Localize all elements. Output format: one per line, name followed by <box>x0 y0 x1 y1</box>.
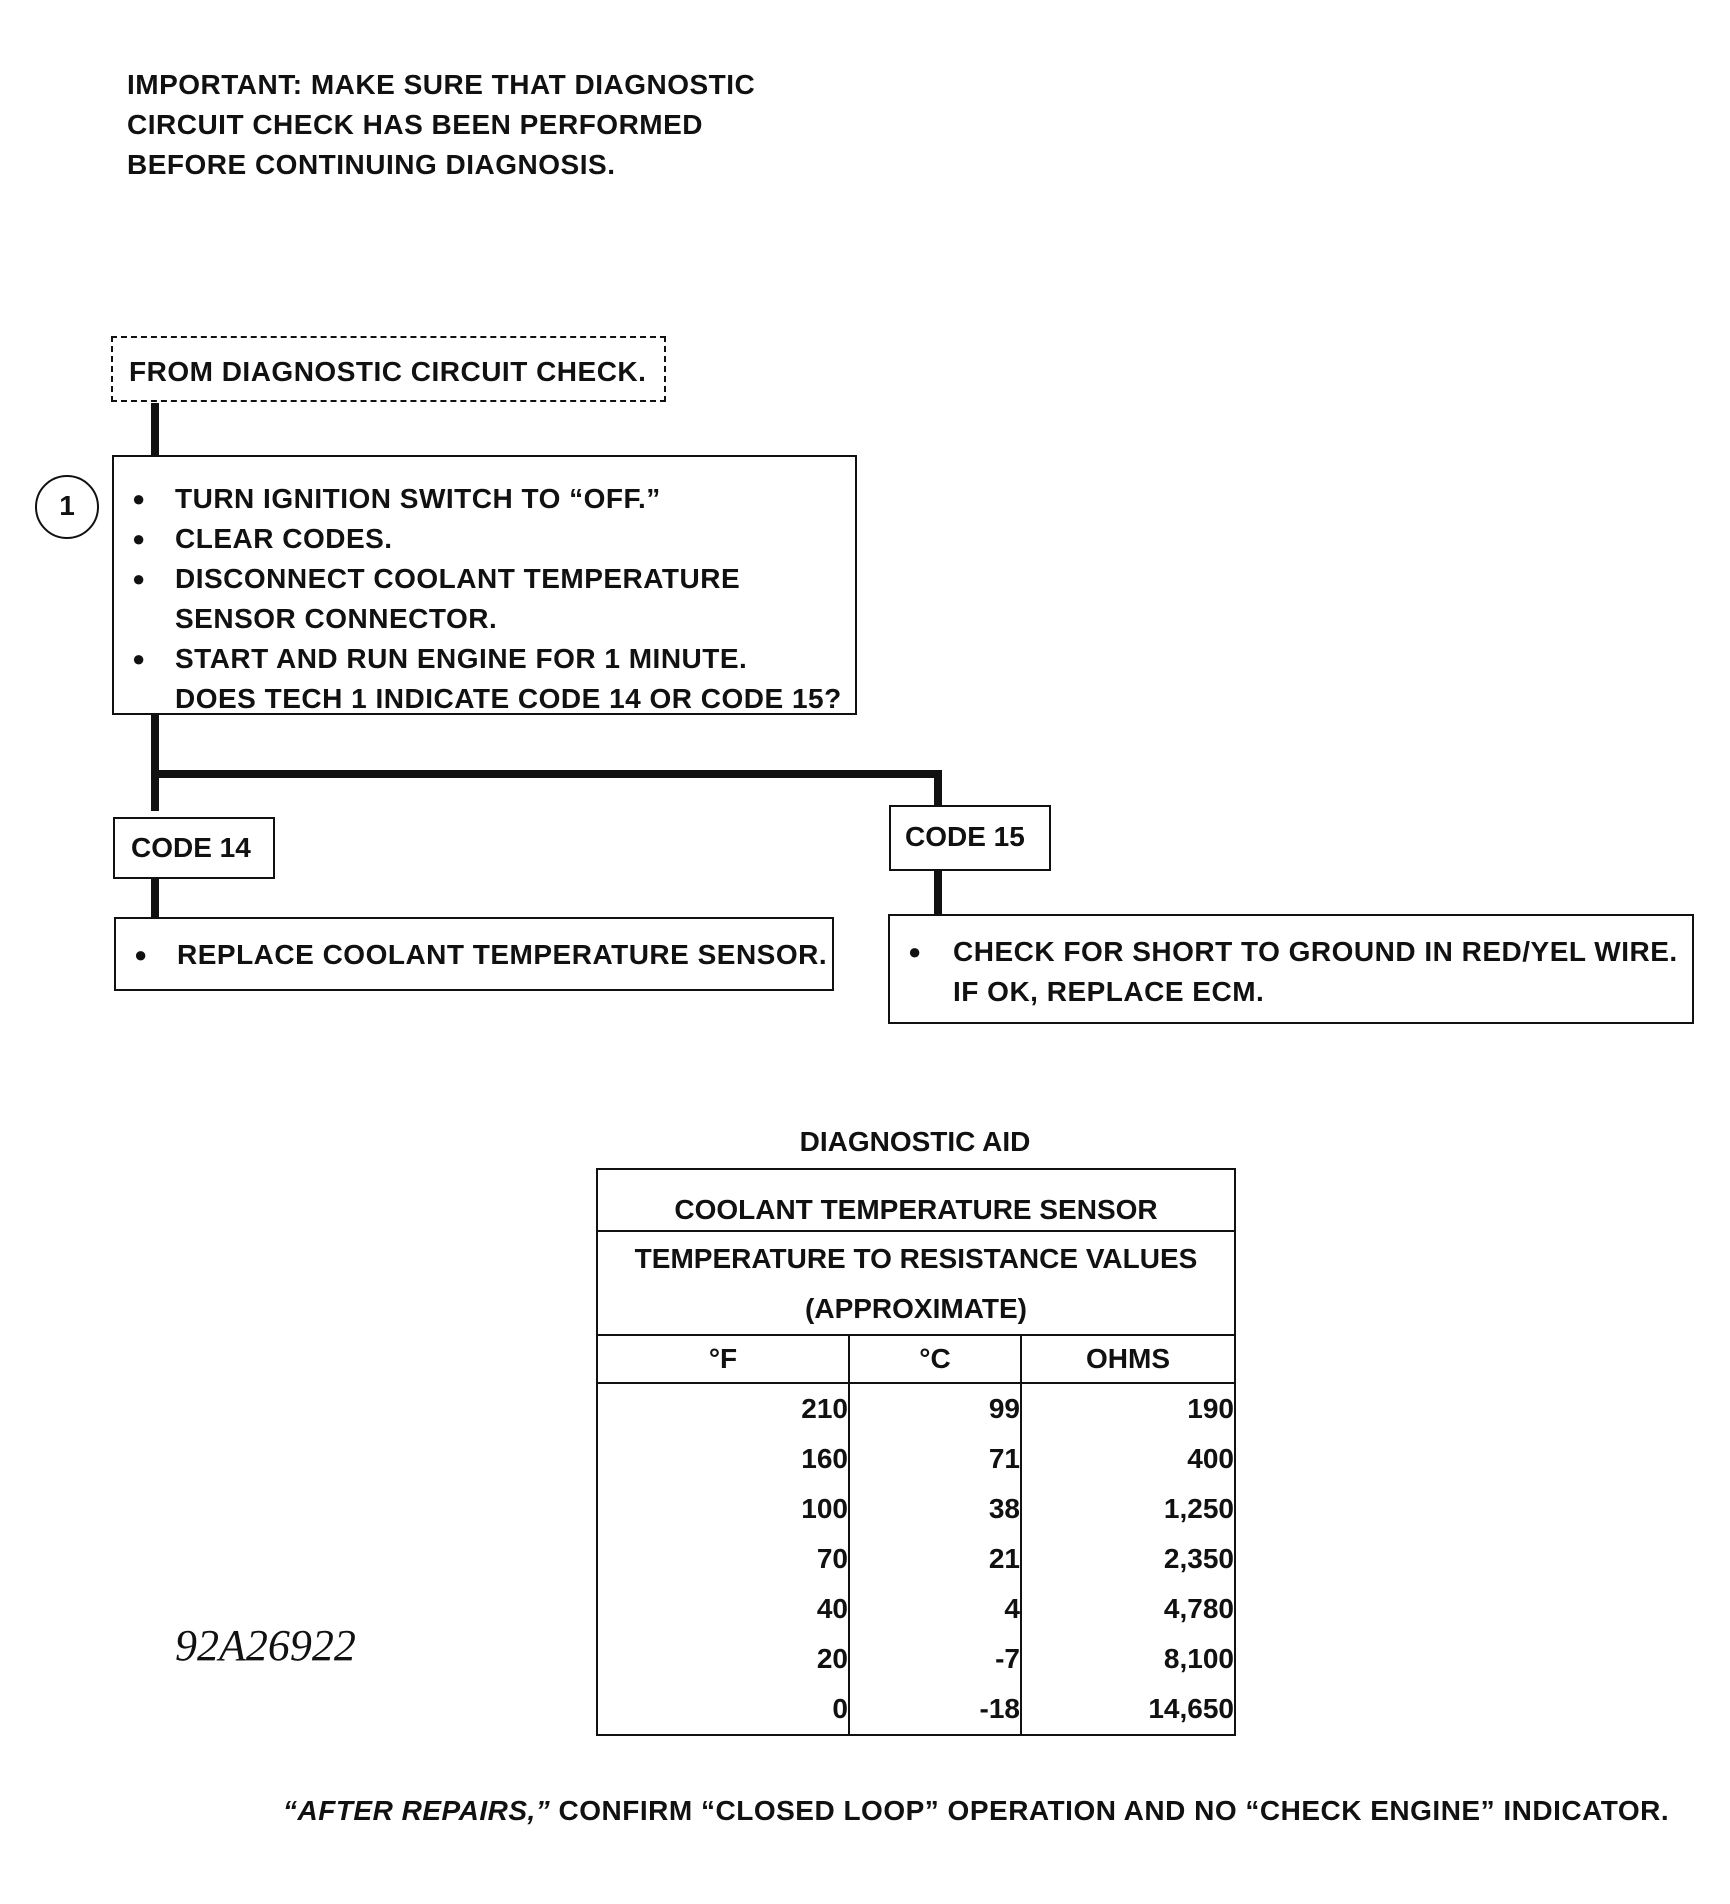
wire-code14-to-action <box>151 877 159 919</box>
footer-note <box>283 1795 1669 1827</box>
table-subtitle-row <box>597 1231 1235 1335</box>
action-line: ● REPLACE COOLANT TEMPERATURE SENSOR. <box>177 939 828 970</box>
cell-ohms: 2,350 <box>1021 1534 1235 1584</box>
start-box <box>111 336 666 402</box>
step1-bullet <box>114 519 855 559</box>
code15-label: CODE 15 <box>905 821 1025 852</box>
footer-rest: CONFIRM “CLOSED LOOP” OPERATION AND NO “CHECK ENGINE” INDICATOR. <box>550 1795 1670 1826</box>
cell-celsius: 99 <box>849 1383 1021 1434</box>
action-line: IF OK, REPLACE ECM. <box>953 976 1265 1007</box>
cell-fahrenheit: 160 <box>801 1443 848 1474</box>
column-header-ohms: OHMS <box>1021 1335 1235 1383</box>
column-header-celsius: °C <box>849 1335 1021 1383</box>
coolant-sensor-table <box>596 1168 1236 1736</box>
important-line: IMPORTANT: MAKE SURE THAT DIAGNOSTIC <box>127 69 756 100</box>
wire-step1-down <box>151 714 159 811</box>
table-title: COOLANT TEMPERATURE SENSOR <box>597 1169 1235 1231</box>
code15-action-box <box>888 914 1694 1024</box>
important-line: BEFORE CONTINUING DIAGNOSIS. <box>127 149 616 180</box>
cell-celsius: 21 <box>849 1534 1021 1584</box>
column-header-fahrenheit: °F <box>597 1335 849 1383</box>
code15-action <box>890 932 1692 1012</box>
cell-fahrenheit: 100 <box>801 1493 848 1524</box>
table-row <box>597 1434 1235 1484</box>
step-number-badge: 1 <box>35 475 99 539</box>
footer-italic: “AFTER REPAIRS,” <box>283 1795 551 1826</box>
code14-action <box>116 935 832 975</box>
cell-fahrenheit: 20 <box>816 1643 848 1674</box>
cell-celsius: -18 <box>849 1684 1021 1735</box>
step1-bullet-list <box>114 479 855 719</box>
step1-box <box>112 455 857 715</box>
wire-start-to-step1 <box>151 403 159 458</box>
code14-action-list <box>116 935 832 975</box>
table-row <box>597 1484 1235 1534</box>
bullet-line: ● DISCONNECT COOLANT TEMPERATURE <box>175 563 741 594</box>
code15-box <box>889 805 1051 871</box>
diagnostic-aid-caption: DIAGNOSTIC AID <box>799 1126 1031 1157</box>
bullet-line: SENSOR CONNECTOR. <box>175 603 498 634</box>
cell-fahrenheit: 40 <box>816 1593 848 1624</box>
step1-bullet <box>114 639 855 719</box>
important-note <box>127 65 755 185</box>
cell-ohms: 400 <box>1021 1434 1235 1484</box>
table-row <box>597 1534 1235 1584</box>
code14-box <box>113 817 275 879</box>
action-line: ● CHECK FOR SHORT TO GROUND IN RED/YEL WIRE. <box>953 936 1678 967</box>
code14-label: CODE 14 <box>131 832 251 863</box>
drawing-id: 92A26922 <box>175 1621 356 1670</box>
bullet-line: ● CLEAR CODES. <box>175 523 393 554</box>
code14-action-box <box>114 917 834 991</box>
cell-fahrenheit: 0 <box>832 1693 848 1724</box>
wire-to-code15 <box>934 770 942 806</box>
important-line: CIRCUIT CHECK HAS BEEN PERFORMED <box>127 109 704 140</box>
cell-ohms: 190 <box>1021 1383 1235 1434</box>
table-row <box>597 1634 1235 1684</box>
bullet-line: ● TURN IGNITION SWITCH TO “OFF.” <box>175 483 661 514</box>
wire-horizontal-branch <box>151 770 942 778</box>
cell-ohms: 14,650 <box>1021 1684 1235 1735</box>
table-row <box>597 1383 1235 1434</box>
cell-celsius: 4 <box>849 1584 1021 1634</box>
cell-celsius: -7 <box>849 1634 1021 1684</box>
bullet-line: DOES TECH 1 INDICATE CODE 14 OR CODE 15? <box>175 683 842 714</box>
bullet-line: ● START AND RUN ENGINE FOR 1 MINUTE. <box>175 643 748 674</box>
subtitle-line: (APPROXIMATE) <box>805 1293 1027 1324</box>
table-title-row <box>597 1169 1235 1231</box>
table-subtitle <box>597 1231 1235 1335</box>
cell-fahrenheit: 210 <box>801 1393 848 1424</box>
step1-bullet <box>114 559 855 639</box>
table-row <box>597 1684 1235 1735</box>
table-header-row <box>597 1335 1235 1383</box>
subtitle-line: TEMPERATURE TO RESISTANCE VALUES <box>634 1243 1198 1274</box>
start-label: FROM DIAGNOSTIC CIRCUIT CHECK. <box>129 356 647 387</box>
cell-celsius: 38 <box>849 1484 1021 1534</box>
wire-code15-to-action <box>934 869 942 917</box>
cell-fahrenheit: 70 <box>816 1543 848 1574</box>
table-row <box>597 1584 1235 1634</box>
cell-ohms: 4,780 <box>1021 1584 1235 1634</box>
cell-celsius: 71 <box>849 1434 1021 1484</box>
cell-ohms: 1,250 <box>1021 1484 1235 1534</box>
step1-bullet <box>114 479 855 519</box>
cell-ohms: 8,100 <box>1021 1634 1235 1684</box>
code15-action-list <box>890 932 1692 1012</box>
